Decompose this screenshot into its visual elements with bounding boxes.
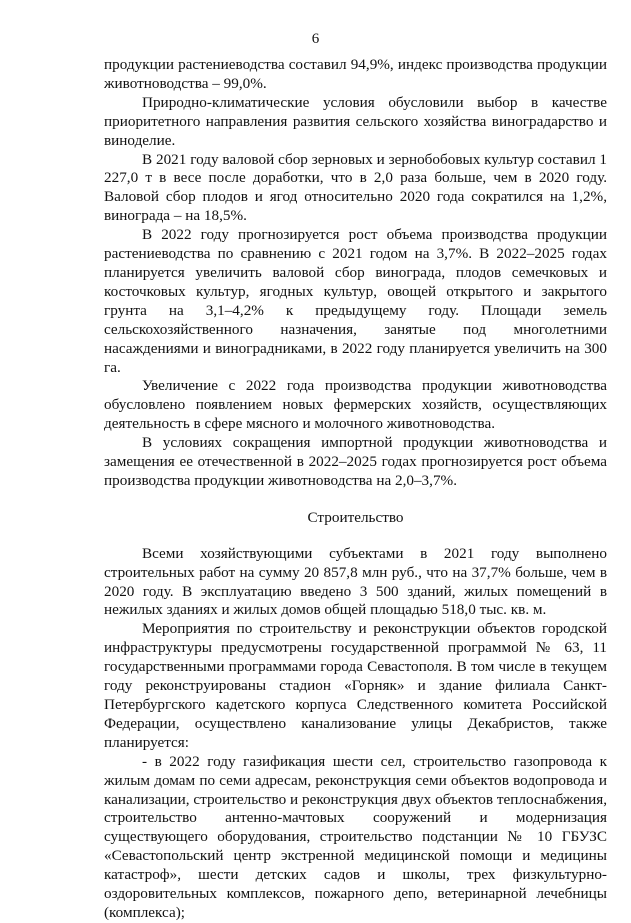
paragraph-climate-conditions: Природно-климатические условия обусловили выбор в качестве приоритетного направления развития сельского хозяйства виноградарство и виноделие.	[104, 93, 607, 149]
page-number: 6	[311, 31, 320, 47]
paragraph-livestock-growth: Увеличение с 2022 года производства продукции животноводства обусловлено появлением новых фермерских хозяйств, осуществляющих деятельность в сфере мясного и молочного животноводства.	[104, 377, 607, 433]
section-heading-construction: Строительство	[307, 508, 404, 526]
paragraph-grain-harvest-2021: В 2021 году валовой сбор зерновых и зернобобовых культур составил 1 227,0 т в весе после доработки, что в 2,0 раза больше, чем в 2020 году. Валовой сбор плодов и ягод относительно 2020 года сократился на 1,2%, винограда – на 18,5%.	[104, 150, 607, 225]
paragraph-crop-production-index: продукции растениеводства составил 94,9%, индекс производства продукции животноводства – 99,0%.	[104, 56, 607, 92]
paragraph-crop-forecast-2022: В 2022 году прогнозируется рост объема производства продукции растениеводства по сравнению с 2021 годом на 3,7%. В 2022–2025 годах планируется увеличить валовой сбор винограда, плодов семечковых и косточковых культур, ягодных культур, овощей открытого и закрытого грунта на 3,1–4,2% к предыдущему году. Площади земель сельскохозяйственного назначения, занятые под многолетними насаждениями и виноградниками, в 2022 году планируется увеличить на 300 га.	[104, 226, 607, 376]
paragraph-infrastructure-programs: Мероприятия по строительству и реконструкции объектов городской инфраструктуры предусмотрены государственной программой № 63, 11 государственными программами города Севастополя. В том числе в текущем году реконструированы стадион «Горняк» и здание филиала Санкт-Петербургского кадетского корпуса Следственного комитета Российской Федерации, осуществлено канализование улицы Декабристов, также планируется:	[104, 620, 607, 751]
paragraph-construction-volume-2021: Всеми хозяйствующими субъектами в 2021 году выполнено строительных работ на сумму 20 857,8 млн руб., что на 37,7% больше, чем в 2020 году. В эксплуатацию введено 3 500 зданий, жилых помещений в нежилых зданиях и жилых домов общей площадью 518,0 тыс. кв. м.	[104, 544, 607, 619]
paragraph-import-substitution: В условиях сокращения импортной продукции животноводства и замещения ее отечественной в 2022–2025 годах прогнозируется рост объема производства продукции животноводства на 2,0–3,7%.	[104, 434, 607, 489]
page-body	[104, 56, 607, 923]
paragraph-planned-works-2022: - в 2022 году газификация шести сел, строительство газопровода к жилым домам по семи адресам, реконструкция семи объектов водопровода и канализации, строительство и реконструкция двух объектов теплоснабжения, строительство антенно-мачтовых сооружений и модернизация существующего оборудования, строительство подстанции № 10 ГБУЗС «Севастопольский центр экстренной медицинской помощи и медицины катастроф», шести детских садов и школы, трех физкультурно-оздоровительных комплексов, пожарного депо, ветеринарной лечебницы (комплекса);	[104, 752, 607, 921]
